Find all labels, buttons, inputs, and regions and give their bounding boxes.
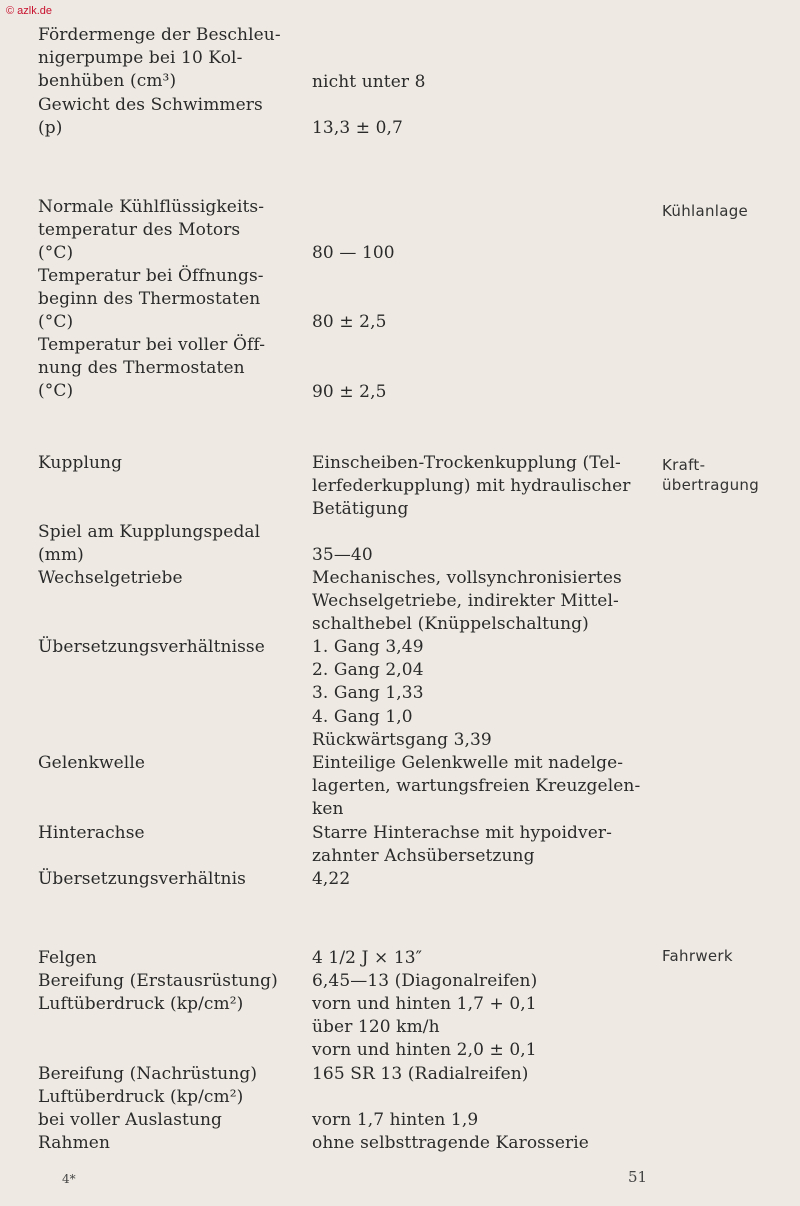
spec-value: Einscheiben-Trockenkupplung (Tel- lerfederkupplung) mit hydraulischer Betätigung — [312, 453, 631, 520]
section-heading: Fahrwerk — [662, 947, 733, 965]
page-number: 51 — [628, 1168, 648, 1186]
spec-value: 90 ± 2,5 — [312, 382, 387, 402]
spec-label: Wechselgetriebe — [38, 568, 183, 588]
spec-label: Gelenkwelle — [38, 753, 146, 773]
spec-label: Felgen — [38, 948, 97, 968]
section-heading: Kühlanlage — [662, 202, 749, 220]
spec-value: 4 1/2 J × 13″ — [312, 948, 423, 968]
spec-value: 6,45—13 (Diagonalreifen) — [312, 971, 538, 991]
spec-value: 80 ± 2,5 — [312, 312, 387, 332]
spec-label: Rahmen — [38, 1133, 111, 1153]
spec-label: Hinterachse — [38, 823, 145, 843]
spec-value: 13,3 ± 0,7 — [312, 118, 403, 138]
spec-label: Spiel am Kupplungspedal (mm) — [38, 522, 261, 566]
spec-value: Mechanisches, vollsynchronisiertes Wechselgetriebe, indirekter Mittel- schalthebel (Knüppelschaltung) — [312, 568, 622, 635]
section-heading: Kraft- übertragung — [662, 456, 760, 494]
spec-value: ohne selbsttragende Karosserie — [312, 1133, 589, 1153]
spec-value: vorn 1,7 hinten 1,9 — [312, 1110, 479, 1130]
sheet-signature: 4* — [62, 1172, 76, 1186]
spec-label: Luftüberdruck (kp/cm²) — [38, 994, 244, 1014]
spec-value: 4,22 — [312, 869, 351, 889]
watermark: © azlk.de — [6, 5, 53, 17]
spec-value: 1. Gang 3,49 2. Gang 2,04 3. Gang 1,33 4. Gang 1,0 Rückwärtsgang 3,39 — [312, 637, 492, 750]
spec-label: Bereifung (Nachrüstung) — [38, 1064, 258, 1084]
spec-label: Luftüberdruck (kp/cm²) bei voller Auslastung — [38, 1087, 244, 1131]
spec-label: Fördermenge der Beschleu- nigerpumpe bei 10 Kol- benhüben (cm³) — [38, 25, 281, 92]
spec-value: nicht unter 8 — [312, 72, 426, 92]
spec-label: Übersetzungsverhältnis — [38, 869, 246, 889]
spec-value: Starre Hinterachse mit hypoidver- zahnter Achsübersetzung — [312, 823, 612, 867]
spec-label: Temperatur bei voller Öff- nung des Thermostaten (°C) — [38, 335, 266, 402]
spec-label: Bereifung (Erstausrüstung) — [38, 971, 278, 991]
spec-label: Normale Kühlflüssigkeits- temperatur des Motors (°C) — [38, 197, 265, 264]
spec-value: 80 — 100 — [312, 243, 395, 263]
spec-label: Gewicht des Schwimmers (p) — [38, 95, 263, 139]
spec-label: Kupplung — [38, 453, 123, 473]
spec-label: Temperatur bei Öffnungs- beginn des Thermostaten (°C) — [38, 266, 264, 333]
spec-value: 165 SR 13 (Radialreifen) — [312, 1064, 529, 1084]
spec-value: Einteilige Gelenkwelle mit nadelge- lagerten, wartungsfreien Kreuzgelen- ken — [312, 753, 641, 820]
spec-label: Übersetzungsverhältnisse — [38, 637, 265, 657]
spec-value: vorn und hinten 1,7 + 0,1 über 120 km/h vorn und hinten 2,0 ± 0,1 — [312, 994, 537, 1061]
spec-value: 35—40 — [312, 545, 373, 565]
